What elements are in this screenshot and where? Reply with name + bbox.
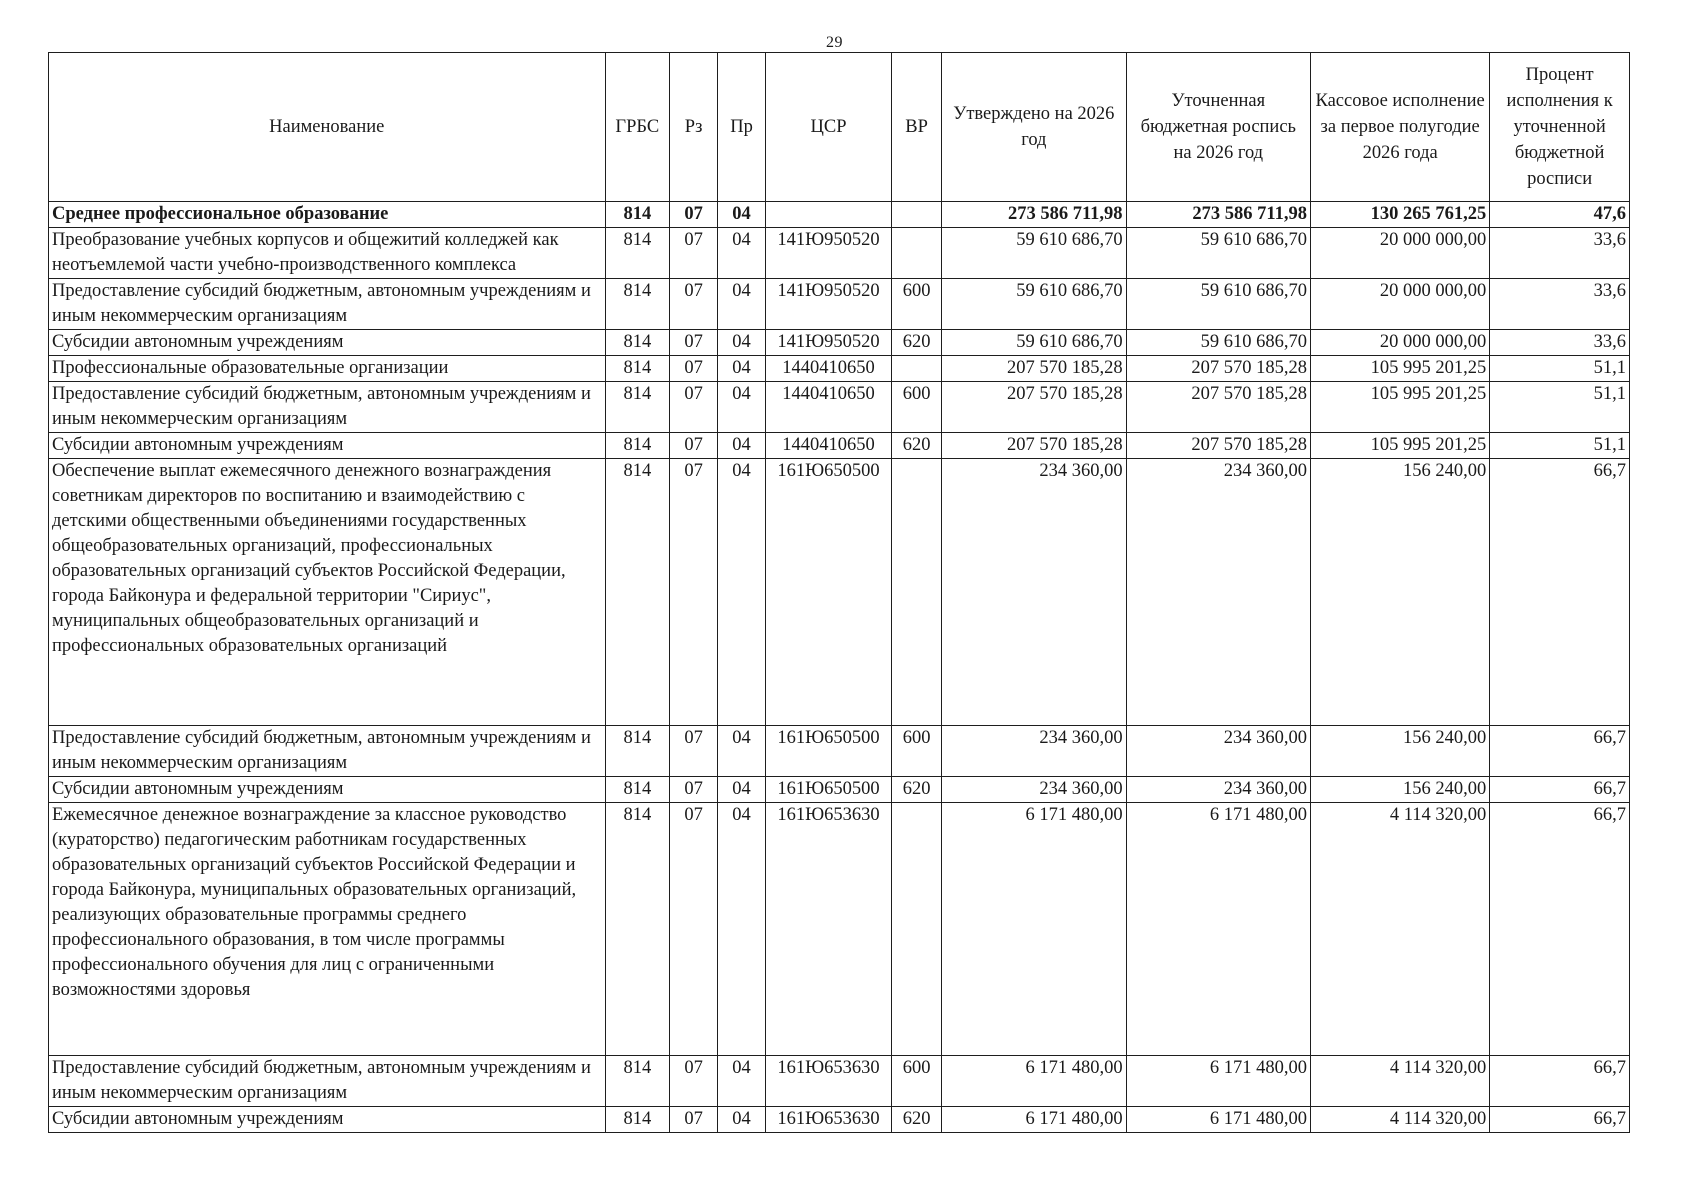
cell-rz: 07 xyxy=(670,279,718,330)
cell-approved: 6 171 480,00 xyxy=(942,1107,1126,1133)
cell-grbs: 814 xyxy=(605,726,670,777)
col-header-approved: Утверждено на 2026 год xyxy=(942,53,1126,202)
table-row xyxy=(49,202,1630,228)
cell-name: Субсидии автономным учреждениям xyxy=(49,777,606,803)
cell-grbs: 814 xyxy=(605,279,670,330)
cell-percent: 66,7 xyxy=(1490,459,1630,726)
cell-vr: 600 xyxy=(892,726,942,777)
table-row xyxy=(49,382,1630,433)
table-row xyxy=(49,459,1630,726)
cell-vr: 620 xyxy=(892,433,942,459)
col-header-pr: Пр xyxy=(718,53,766,202)
cell-percent: 51,1 xyxy=(1490,382,1630,433)
cell-cash: 4 114 320,00 xyxy=(1311,803,1490,1056)
cell-percent: 66,7 xyxy=(1490,803,1630,1056)
cell-grbs: 814 xyxy=(605,356,670,382)
cell-cash: 130 265 761,25 xyxy=(1311,202,1490,228)
cell-refined: 59 610 686,70 xyxy=(1126,228,1310,279)
cell-pr: 04 xyxy=(718,202,766,228)
cell-cash: 105 995 201,25 xyxy=(1311,433,1490,459)
cell-vr: 600 xyxy=(892,279,942,330)
cell-cash: 105 995 201,25 xyxy=(1311,356,1490,382)
cell-percent: 33,6 xyxy=(1490,228,1630,279)
cell-name: Ежемесячное денежное вознаграждение за классное руководство (кураторство) педагогическим работникам государственных образовательных организаций субъектов Российской Федерации и города Байконура, муниципальных образовательных организаций, реализующих образовательные программы среднего профессионального образования, в том числе программы профессионального обучения для лиц с ограниченными возможностями здоровья xyxy=(49,803,606,1056)
cell-grbs: 814 xyxy=(605,777,670,803)
cell-refined: 6 171 480,00 xyxy=(1126,1107,1310,1133)
cell-name: Обеспечение выплат ежемесячного денежного вознаграждения советникам директоров по воспитанию и взаимодействию с детскими общественными объединениями государственных общеобразовательных организаций, профессиональных образовательных организаций субъектов Российской Федерации, города Байконура и федеральной территории "Сириус", муниципальных общеобразовательных организаций и профессиональных образовательных организаций xyxy=(49,459,606,726)
cell-rz: 07 xyxy=(670,777,718,803)
cell-grbs: 814 xyxy=(605,382,670,433)
cell-pr: 04 xyxy=(718,356,766,382)
cell-cash: 20 000 000,00 xyxy=(1311,330,1490,356)
cell-csr: 161Ю650500 xyxy=(766,726,892,777)
cell-cash: 156 240,00 xyxy=(1311,777,1490,803)
table-header xyxy=(49,53,1630,202)
cell-name: Предоставление субсидий бюджетным, автономным учреждениям и иным некоммерческим организациям xyxy=(49,279,606,330)
cell-percent: 51,1 xyxy=(1490,433,1630,459)
cell-percent: 66,7 xyxy=(1490,726,1630,777)
cell-csr: 161Ю650500 xyxy=(766,777,892,803)
cell-pr: 04 xyxy=(718,777,766,803)
cell-rz: 07 xyxy=(670,433,718,459)
header-row xyxy=(49,53,1630,202)
cell-vr: 600 xyxy=(892,382,942,433)
cell-refined: 59 610 686,70 xyxy=(1126,279,1310,330)
cell-vr xyxy=(892,459,942,726)
cell-vr: 620 xyxy=(892,330,942,356)
cell-approved: 59 610 686,70 xyxy=(942,279,1126,330)
cell-name: Среднее профессиональное образование xyxy=(49,202,606,228)
cell-cash: 20 000 000,00 xyxy=(1311,228,1490,279)
cell-refined: 207 570 185,28 xyxy=(1126,433,1310,459)
cell-refined: 273 586 711,98 xyxy=(1126,202,1310,228)
cell-csr: 141Ю950520 xyxy=(766,330,892,356)
cell-pr: 04 xyxy=(718,726,766,777)
cell-grbs: 814 xyxy=(605,803,670,1056)
page-number: 29 xyxy=(826,34,843,51)
table-row xyxy=(49,279,1630,330)
cell-csr: 1440410650 xyxy=(766,382,892,433)
cell-csr: 161Ю653630 xyxy=(766,1107,892,1133)
cell-pr: 04 xyxy=(718,1056,766,1107)
cell-percent: 47,6 xyxy=(1490,202,1630,228)
cell-vr xyxy=(892,803,942,1056)
cell-grbs: 814 xyxy=(605,433,670,459)
cell-cash: 105 995 201,25 xyxy=(1311,382,1490,433)
table-row xyxy=(49,726,1630,777)
cell-name: Субсидии автономным учреждениям xyxy=(49,330,606,356)
cell-cash: 156 240,00 xyxy=(1311,459,1490,726)
cell-percent: 51,1 xyxy=(1490,356,1630,382)
cell-pr: 04 xyxy=(718,459,766,726)
cell-name: Предоставление субсидий бюджетным, автономным учреждениям и иным некоммерческим организациям xyxy=(49,1056,606,1107)
cell-name: Субсидии автономным учреждениям xyxy=(49,1107,606,1133)
cell-pr: 04 xyxy=(718,279,766,330)
table-row xyxy=(49,1056,1630,1107)
cell-cash: 4 114 320,00 xyxy=(1311,1107,1490,1133)
cell-vr xyxy=(892,202,942,228)
cell-vr xyxy=(892,356,942,382)
cell-pr: 04 xyxy=(718,382,766,433)
cell-grbs: 814 xyxy=(605,228,670,279)
cell-vr: 620 xyxy=(892,1107,942,1133)
cell-grbs: 814 xyxy=(605,330,670,356)
cell-approved: 6 171 480,00 xyxy=(942,1056,1126,1107)
cell-grbs: 814 xyxy=(605,459,670,726)
cell-refined: 6 171 480,00 xyxy=(1126,1056,1310,1107)
cell-cash: 4 114 320,00 xyxy=(1311,1056,1490,1107)
cell-name: Предоставление субсидий бюджетным, автономным учреждениям и иным некоммерческим организациям xyxy=(49,726,606,777)
cell-refined: 234 360,00 xyxy=(1126,459,1310,726)
cell-name: Преобразование учебных корпусов и общежитий колледжей как неотъемлемой части учебно-производственного комплекса xyxy=(49,228,606,279)
col-header-refined: Уточненная бюджетная роспись на 2026 год xyxy=(1126,53,1310,202)
table-row xyxy=(49,433,1630,459)
cell-approved: 234 360,00 xyxy=(942,459,1126,726)
cell-pr: 04 xyxy=(718,433,766,459)
col-header-vr: ВР xyxy=(892,53,942,202)
cell-vr: 620 xyxy=(892,777,942,803)
cell-pr: 04 xyxy=(718,228,766,279)
col-header-rz: Рз xyxy=(670,53,718,202)
cell-rz: 07 xyxy=(670,726,718,777)
cell-approved: 207 570 185,28 xyxy=(942,433,1126,459)
cell-csr: 1440410650 xyxy=(766,356,892,382)
cell-csr: 161Ю653630 xyxy=(766,803,892,1056)
cell-csr: 1440410650 xyxy=(766,433,892,459)
cell-csr: 141Ю950520 xyxy=(766,279,892,330)
cell-grbs: 814 xyxy=(605,1056,670,1107)
cell-csr: 161Ю650500 xyxy=(766,459,892,726)
col-header-percent: Процент исполнения к уточненной бюджетной росписи xyxy=(1490,53,1630,202)
cell-grbs: 814 xyxy=(605,1107,670,1133)
cell-approved: 234 360,00 xyxy=(942,726,1126,777)
col-header-name: Наименование xyxy=(49,53,606,202)
table-row xyxy=(49,356,1630,382)
cell-rz: 07 xyxy=(670,803,718,1056)
cell-refined: 207 570 185,28 xyxy=(1126,382,1310,433)
cell-rz: 07 xyxy=(670,459,718,726)
cell-vr: 600 xyxy=(892,1056,942,1107)
table-row xyxy=(49,1107,1630,1133)
cell-vr xyxy=(892,228,942,279)
cell-refined: 59 610 686,70 xyxy=(1126,330,1310,356)
table-row xyxy=(49,777,1630,803)
cell-rz: 07 xyxy=(670,356,718,382)
cell-cash: 20 000 000,00 xyxy=(1311,279,1490,330)
col-header-cash: Кассовое исполнение за первое полугодие 2026 года xyxy=(1311,53,1490,202)
cell-rz: 07 xyxy=(670,382,718,433)
cell-refined: 207 570 185,28 xyxy=(1126,356,1310,382)
cell-percent: 33,6 xyxy=(1490,279,1630,330)
budget-table xyxy=(48,52,1630,1133)
cell-approved: 59 610 686,70 xyxy=(942,330,1126,356)
cell-pr: 04 xyxy=(718,803,766,1056)
col-header-csr: ЦСР xyxy=(766,53,892,202)
cell-pr: 04 xyxy=(718,330,766,356)
cell-percent: 66,7 xyxy=(1490,1107,1630,1133)
cell-approved: 207 570 185,28 xyxy=(942,382,1126,433)
table-body xyxy=(49,202,1630,1133)
cell-approved: 6 171 480,00 xyxy=(942,803,1126,1056)
cell-approved: 59 610 686,70 xyxy=(942,228,1126,279)
cell-approved: 234 360,00 xyxy=(942,777,1126,803)
cell-name: Профессиональные образовательные организации xyxy=(49,356,606,382)
cell-approved: 207 570 185,28 xyxy=(942,356,1126,382)
col-header-grbs: ГРБС xyxy=(605,53,670,202)
cell-percent: 66,7 xyxy=(1490,777,1630,803)
cell-approved: 273 586 711,98 xyxy=(942,202,1126,228)
cell-csr: 161Ю653630 xyxy=(766,1056,892,1107)
cell-rz: 07 xyxy=(670,1107,718,1133)
cell-csr xyxy=(766,202,892,228)
table-row xyxy=(49,803,1630,1056)
cell-rz: 07 xyxy=(670,1056,718,1107)
table-row xyxy=(49,228,1630,279)
cell-name: Предоставление субсидий бюджетным, автономным учреждениям и иным некоммерческим организациям xyxy=(49,382,606,433)
cell-refined: 234 360,00 xyxy=(1126,726,1310,777)
cell-rz: 07 xyxy=(670,202,718,228)
cell-percent: 33,6 xyxy=(1490,330,1630,356)
table-row xyxy=(49,330,1630,356)
cell-rz: 07 xyxy=(670,330,718,356)
cell-refined: 234 360,00 xyxy=(1126,777,1310,803)
cell-rz: 07 xyxy=(670,228,718,279)
cell-csr: 141Ю950520 xyxy=(766,228,892,279)
cell-percent: 66,7 xyxy=(1490,1056,1630,1107)
cell-grbs: 814 xyxy=(605,202,670,228)
cell-cash: 156 240,00 xyxy=(1311,726,1490,777)
cell-refined: 6 171 480,00 xyxy=(1126,803,1310,1056)
cell-name: Субсидии автономным учреждениям xyxy=(49,433,606,459)
cell-pr: 04 xyxy=(718,1107,766,1133)
